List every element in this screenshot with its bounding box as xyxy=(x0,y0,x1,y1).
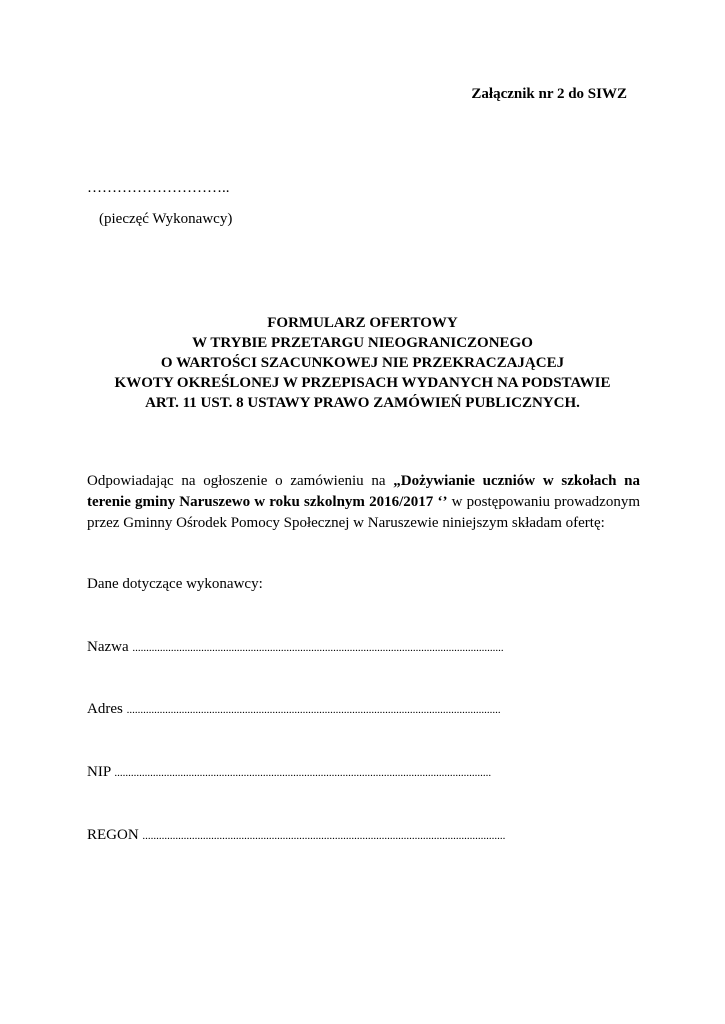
fill-in-dots: ....................................................................................................................................... xyxy=(132,642,504,654)
stamp-dots: ……………………….. xyxy=(87,180,230,196)
field-adres xyxy=(87,701,595,718)
field-nazwa xyxy=(87,639,597,656)
annex-label: Załącznik nr 2 do SIWZ xyxy=(471,86,627,102)
intro-contract-name: „Dożywianie uczniów w szkołach na terenie gminy Naruszewo w roku szkolnym 2016/2017 ‘’ xyxy=(87,473,640,510)
field-regon xyxy=(87,827,599,844)
fill-in-dots: ........................................................................................................................................ xyxy=(126,704,501,716)
fill-in-dots: .................................................................................................................................... xyxy=(142,830,506,842)
intro-text-before: Odpowiadając na ogłoszenie o zamówieniu na xyxy=(87,473,394,489)
field-nip xyxy=(87,764,583,781)
contractor-heading: Dane dotyczące wykonawcy: xyxy=(87,576,263,592)
title-line: KWOTY OKREŚLONEJ W PRZEPISACH WYDANYCH NA PODSTAWIE xyxy=(114,375,611,391)
title-line: W TRYBIE PRZETARGU NIEOGRANICZONEGO xyxy=(192,335,533,351)
intro-text-after: w postępowaniu prowadzonym przez Gminny Ośrodek Pomocy Społecznej w Naruszewie niniejszym składam ofertę: xyxy=(87,494,640,531)
field-label: Nazwa xyxy=(87,639,129,655)
form-title xyxy=(0,313,725,413)
field-label: Adres xyxy=(87,701,123,717)
title-line: ART. 11 UST. 8 USTAWY PRAWO ZAMÓWIEŃ PUBLICZNYCH. xyxy=(145,395,580,411)
fill-in-dots: ......................................................................................................................................... xyxy=(114,767,492,779)
stamp-label: (pieczęć Wykonawcy) xyxy=(99,211,233,227)
title-line: FORMULARZ OFERTOWY xyxy=(267,315,458,331)
title-line: O WARTOŚCI SZACUNKOWEJ NIE PRZEKRACZAJĄCEJ xyxy=(160,355,565,371)
intro-paragraph xyxy=(87,471,640,534)
field-label: REGON xyxy=(87,827,139,843)
field-label: NIP xyxy=(87,764,111,780)
